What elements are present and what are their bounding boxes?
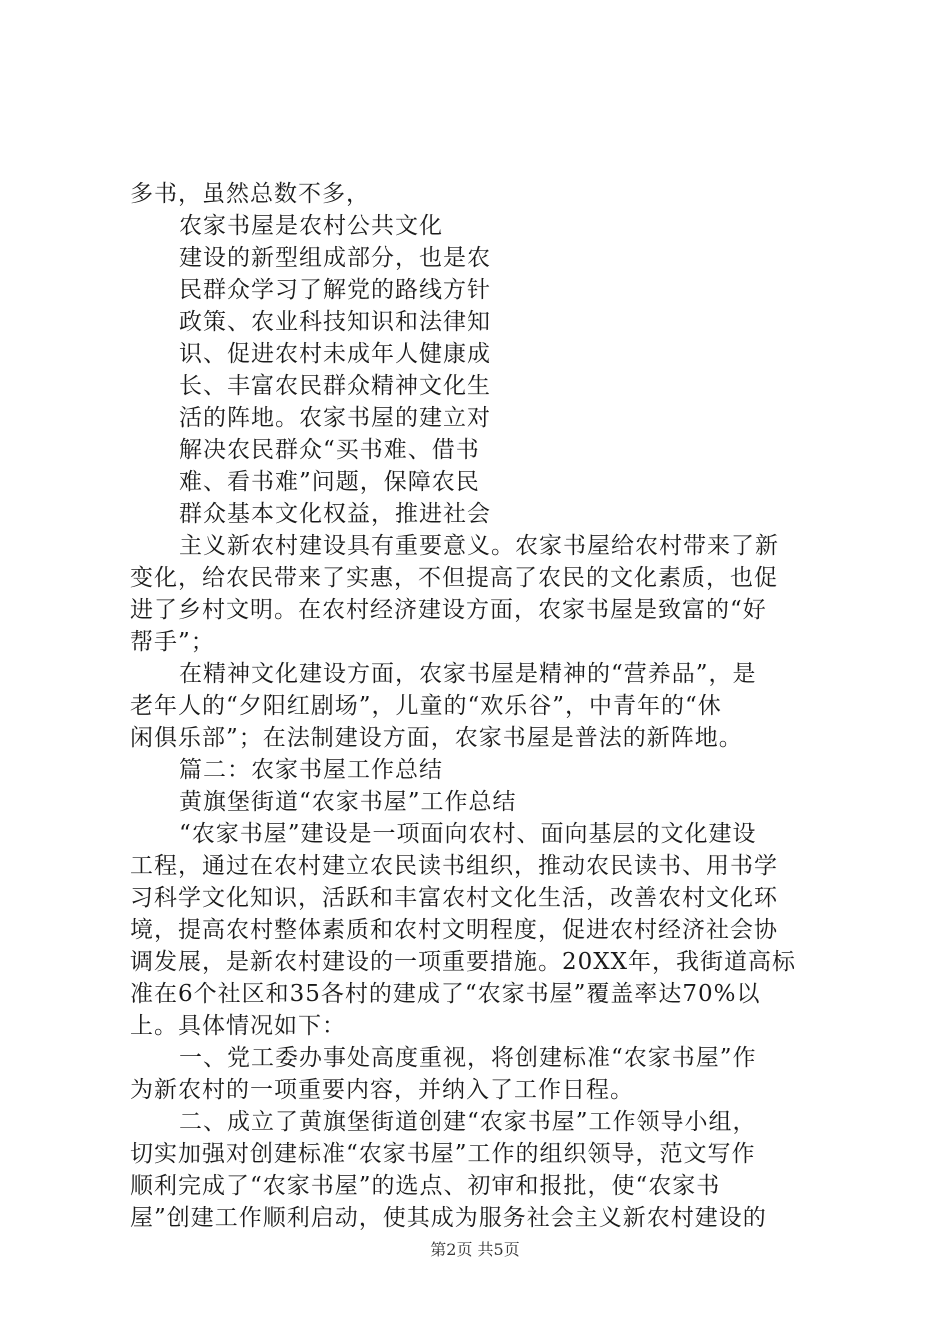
text-line: 上。具体情况如下：	[130, 1013, 346, 1039]
text-line: 农家书屋是农村公共文化	[179, 213, 443, 239]
text-line: 工程，通过在农村建立农民读书组织，推动农民读书、用书学	[130, 853, 778, 879]
text-line: 主义新农村建设具有重要意义。农家书屋给农村带来了新	[179, 533, 779, 559]
text-line: 多书，虽然总数不多，	[130, 181, 370, 207]
text-line: “农家书屋”建设是一项面向农村、面向基层的文化建设	[179, 821, 757, 847]
text-line: 难、看书难”问题，保障农民	[179, 469, 480, 495]
text-line: 一、党工委办事处高度重视，将创建标准“农家书屋”作	[179, 1045, 757, 1071]
text-line: 屋”创建工作顺利启动，使其成为服务社会主义新农村建设的	[130, 1205, 767, 1231]
text-line: 闲俱乐部”；在法制建设方面，农家书屋是普法的新阵地。	[130, 725, 743, 751]
text-line: 长、丰富农民群众精神文化生	[179, 373, 491, 399]
section-title: 黄旗堡街道“农家书屋”工作总结	[179, 789, 517, 815]
text-line: 帮手”；	[130, 629, 215, 655]
text-line: 进了乡村文明。在农村经济建设方面，农家书屋是致富的“好	[130, 597, 767, 623]
text-line: 在精神文化建设方面，农家书屋是精神的“营养品”，是	[179, 661, 757, 687]
text-line: 建设的新型组成部分，也是农	[179, 245, 491, 271]
text-line: 为新农村的一项重要内容，并纳入了工作日程。	[130, 1077, 634, 1103]
text-line: 习科学文化知识，活跃和丰富农村文化生活，改善农村文化环	[130, 885, 778, 911]
text-line: 识、促进农村未成年人健康成	[179, 341, 491, 367]
text-line: 二、成立了黄旗堡街道创建“农家书屋”工作领导小组，	[179, 1109, 757, 1135]
text-line: 老年人的“夕阳红剧场”，儿童的“欢乐谷”，中青年的“休	[130, 693, 722, 719]
text-line: 群众基本文化权益，推进社会	[179, 501, 491, 527]
text-line: 境，提高农村整体素质和农村文明程度，促进农村经济社会协	[130, 917, 778, 943]
text-line: 切实加强对创建标准“农家书屋”工作的组织领导，范文写作	[130, 1141, 756, 1167]
section-heading: 篇二：农家书屋工作总结	[179, 757, 443, 783]
page-number-footer: 第2页 共5页	[430, 1240, 520, 1259]
text-line: 调发展，是新农村建设的一项重要措施。20XX年，我街道高标	[130, 949, 797, 975]
text-line: 活的阵地。农家书屋的建立对	[179, 405, 491, 431]
text-line: 准在6个社区和35各村的建成了“农家书屋”覆盖率达70%以	[130, 981, 761, 1007]
text-line: 政策、农业科技知识和法律知	[179, 309, 491, 335]
text-line: 民群众学习了解党的路线方针	[179, 277, 491, 303]
text-line: 顺利完成了“农家书屋”的选点、初审和报批，使“农家书	[130, 1173, 721, 1199]
text-line: 变化，给农民带来了实惠，不但提高了农民的文化素质，也促	[130, 565, 778, 591]
text-line: 解决农民群众“买书难、借书	[179, 437, 480, 463]
